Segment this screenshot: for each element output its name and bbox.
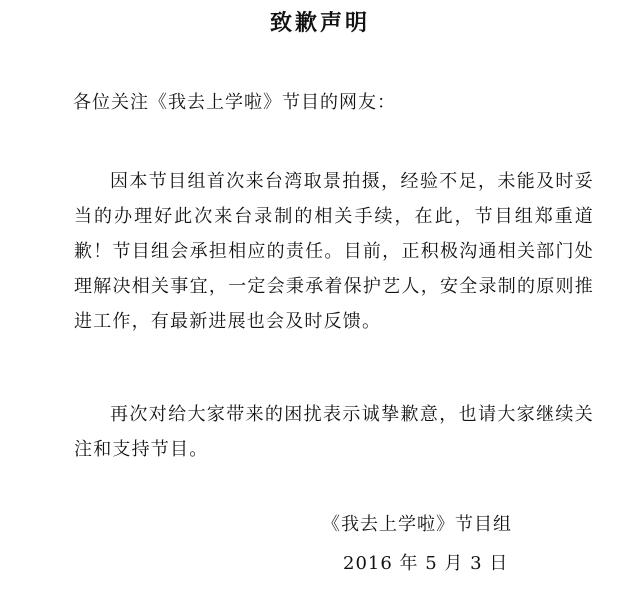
- body-paragraph-1: 因本节目组首次来台湾取景拍摄，经验不足，未能及时妥当的办理好此次来台录制的相关手续，在此，节目组郑重道歉！节目组会承担相应的责任。目前，正积极沟通相关部门处理解决相关事宜，一定会秉承着保护艺人，安全录制的原则推进工作，有最新进展也会及时反馈。: [74, 171, 594, 332]
- date: 2016 年 5 月 3 日: [343, 553, 509, 574]
- body-paragraph-2: 再次对给大家带来的困扰表示诚挚歉意，也请大家继续关注和支持节目。: [74, 404, 594, 460]
- salutation: 各位关注《我去上学啦》节目的网友：: [73, 92, 396, 113]
- document-title: 致歉声明: [269, 10, 370, 36]
- signature: 《我去上学啦》节目组: [322, 514, 512, 535]
